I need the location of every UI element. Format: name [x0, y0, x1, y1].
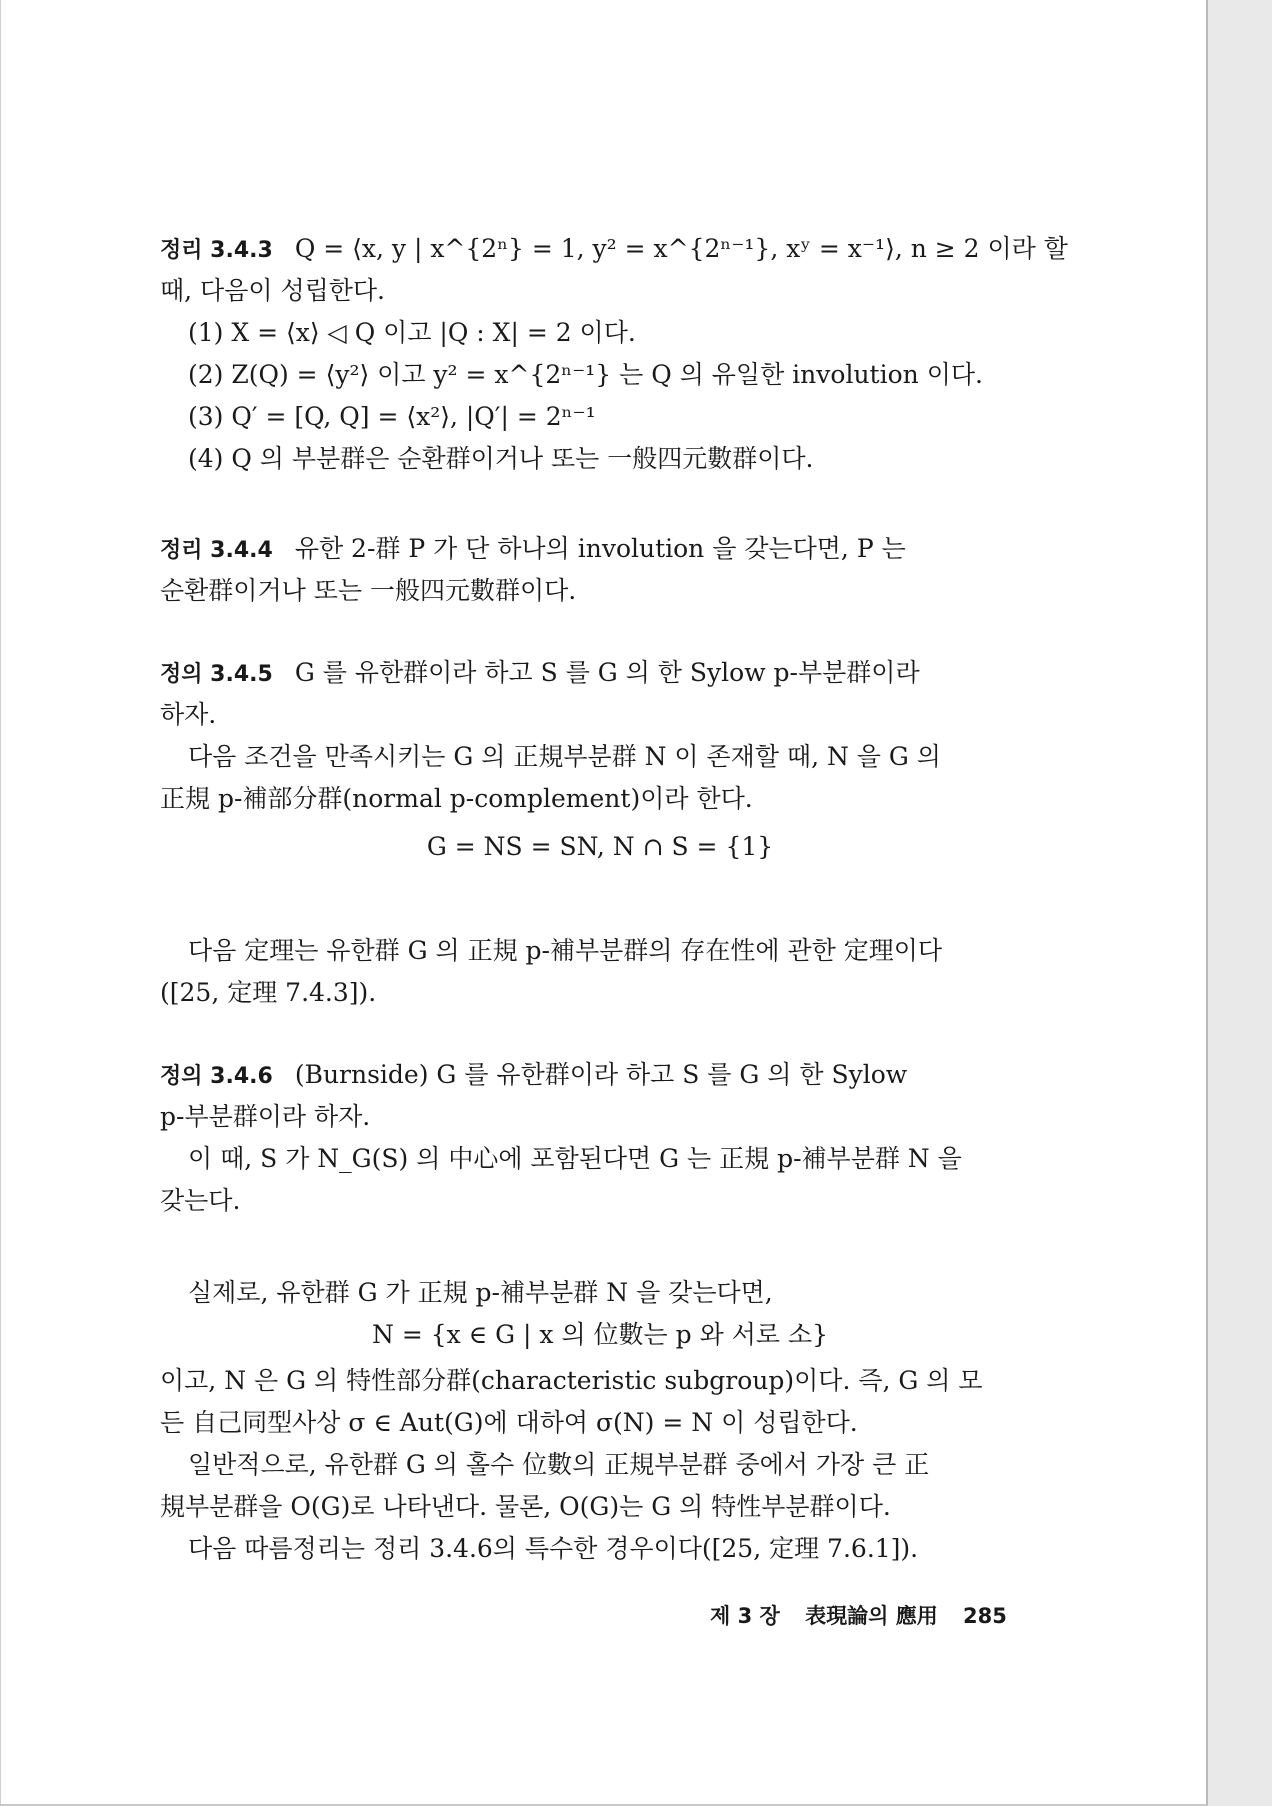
theorem-label: 정리 3.4.3: [160, 238, 273, 263]
paragraph-line: 다음 定理는 유한群 G 의 正規 p-補부분群의 存在性에 관한 定理이다: [188, 936, 943, 965]
definition-condition: 다음 조건을 만족시키는 G 의 正規부분群 N 이 존재할 때, N 을 G 의: [188, 742, 941, 771]
set-formula: N = {x ∈ G | x 의 位數는 p 와 서로 소}: [372, 1320, 828, 1349]
chapter-title: 表現論의 應用: [805, 1604, 938, 1628]
definition-label: 정의 3.4.6: [160, 1064, 273, 1089]
definition-statement: (Burnside) G 를 유한群이라 하고 S 를 G 의 한 Sylow: [294, 1060, 908, 1089]
definition-statement-cont: p-부분群이라 하자.: [160, 1102, 371, 1131]
definition-statement-cont: 하자.: [160, 700, 217, 729]
page-number: 285: [963, 1604, 1007, 1628]
definition-3-4-6: [160, 1054, 1040, 1222]
theorem-item-1: (1) X = ⟨x⟩ ◁ Q 이고 |Q : X| = 2 이다.: [188, 318, 636, 347]
theorem-item-4: (4) Q 의 부분群은 순환群이거나 또는 一般四元數群이다.: [188, 444, 814, 473]
page-footer: [710, 1600, 1025, 1630]
theorem-3-4-4: [160, 528, 1040, 612]
theorem-item-3: (3) Q′ = [Q, Q] = ⟨x²⟩, |Q′| = 2ⁿ⁻¹: [188, 402, 596, 431]
chapter-label: 제 3 장: [710, 1604, 780, 1628]
paragraph-line: 일반적으로, 유한群 G 의 홀수 位數의 正規부분群 중에서 가장 큰 正: [188, 1450, 930, 1479]
theorem-statement-cont: 순환群이거나 또는 一般四元數群이다.: [160, 576, 577, 605]
paragraph-line: ([25, 定理 7.4.3]).: [160, 978, 377, 1007]
theorem-statement: Q = ⟨x, y | x^{2ⁿ} = 1, y² = x^{2ⁿ⁻¹}, xʸ = x⁻¹⟩, n ≥ 2 이라 할: [294, 234, 1068, 263]
paragraph-existence: [160, 930, 1040, 1014]
definition-term: 正規 p-補部分群(normal p-complement)이라 한다.: [160, 784, 753, 813]
definition-condition: 이 때, S 가 N_G(S) 의 中心에 포함된다면 G 는 正規 p-補부분群 N 을: [188, 1144, 962, 1173]
definition-statement: G 를 유한群이라 하고 S 를 G 의 한 Sylow p-부분群이라: [294, 658, 920, 687]
paragraph-characteristic: [160, 1272, 1040, 1570]
theorem-statement: 유한 2-群 P 가 단 하나의 involution 을 갖는다면, P 는: [294, 534, 906, 563]
theorem-3-4-3: [160, 228, 1068, 480]
definition-conclusion: 갖는다.: [160, 1186, 241, 1215]
paragraph-line: 다음 따름정리는 정리 3.4.6의 특수한 경우이다([25, 定理 7.6.1]).: [188, 1534, 919, 1563]
paragraph-line: 規부분群을 O(G)로 나타낸다. 물론, O(G)는 G 의 特性부분群이다.: [160, 1492, 891, 1521]
theorem-item-2: (2) Z(Q) = ⟨y²⟩ 이고 y² = x^{2ⁿ⁻¹} 는 Q 의 유일한 involution 이다.: [188, 360, 983, 389]
definition-label: 정의 3.4.5: [160, 662, 273, 687]
definition-3-4-5: [160, 652, 1040, 868]
definition-formula: G = NS = SN, N ∩ S = {1}: [426, 832, 774, 861]
paragraph-line: 실제로, 유한群 G 가 正規 p-補부분群 N 을 갖는다면,: [188, 1278, 773, 1307]
theorem-statement-cont: 때, 다음이 성립한다.: [160, 276, 385, 305]
paragraph-line: 든 自己同型사상 σ ∈ Aut(G)에 대하여 σ(N) = N 이 성립한다.: [160, 1408, 858, 1437]
paragraph-line: 이고, N 은 G 의 特性部分群(characteristic subgroup)이다. 즉, G 의 모: [160, 1366, 983, 1395]
theorem-label: 정리 3.4.4: [160, 538, 273, 563]
